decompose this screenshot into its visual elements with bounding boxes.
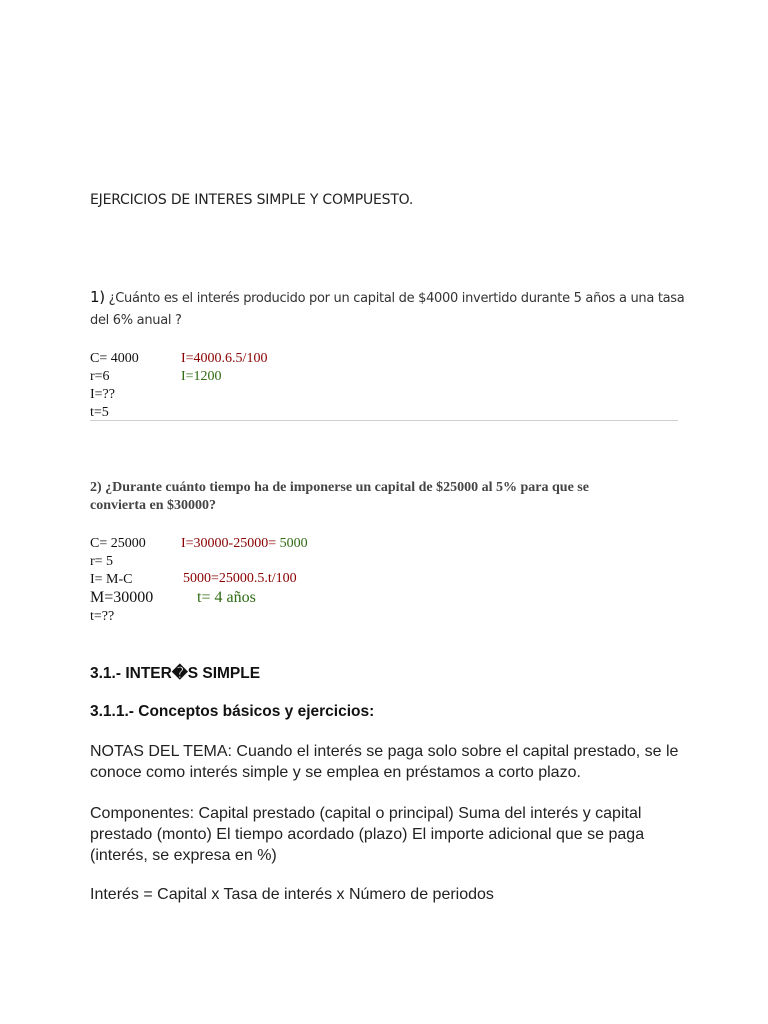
section-heading: 3.1.- INTER�S SIMPLE xyxy=(90,665,261,682)
notes-paragraph: NOTAS DEL TEMA: Cuando el interés se paga solo sobre el capital prestado, se le conoce como interés simple y se emplea en préstamos a corto plazo. xyxy=(90,743,679,781)
q2-calc-3: t= 4 años xyxy=(197,589,256,606)
formula-paragraph: Interés = Capital x Tasa de interés x Número de periodos xyxy=(90,886,494,903)
q2-var-t: t=?? xyxy=(90,609,115,624)
question-1-text-line2: del 6% anual ? xyxy=(90,313,182,328)
question-1-text-line1: ¿Cuánto es el interés producido por un capital de $4000 invertido durante 5 años a una tasa xyxy=(108,291,685,306)
q2-calc-1-result: 5000 xyxy=(276,536,308,551)
q1-var-r: r=6 xyxy=(90,369,110,384)
q2-calc-2: 5000=25000.5.t/100 xyxy=(183,571,297,586)
section-subheading: 3.1.1.- Conceptos básicos y ejercicios: xyxy=(90,703,375,720)
q2-var-m: M=30000 xyxy=(90,589,154,606)
q2-var-r: r= 5 xyxy=(90,554,114,569)
q2-var-i: I= M-C xyxy=(90,572,133,587)
q2-calc-1-expression: I=30000-25000= xyxy=(181,536,277,551)
q1-var-i: I=?? xyxy=(90,387,115,402)
q2-calc-1 xyxy=(181,535,308,553)
question-1-number: 1) xyxy=(90,288,105,306)
question-2-text-line2: convierta en $30000? xyxy=(90,498,216,513)
question-2-text-line1: 2) ¿Durante cuánto tiempo ha de imponerse un capital de $25000 al 5% para que se xyxy=(90,480,589,495)
q2-var-c: C= 25000 xyxy=(90,536,146,551)
components-paragraph: Componentes: Capital prestado (capital o principal) Suma del interés y capital prestado (monto) El tiempo acordado (plazo) El importe adicional que se paga (interés, se expresa en %) xyxy=(90,805,645,864)
question-1 xyxy=(90,286,690,332)
section-divider xyxy=(90,420,678,421)
q1-var-t: t=5 xyxy=(90,405,109,420)
q1-var-c: C= 4000 xyxy=(90,351,139,366)
q1-calc-1: I=4000.6.5/100 xyxy=(181,351,268,366)
q1-calc-2: I=1200 xyxy=(181,369,222,384)
question-2 xyxy=(90,479,670,515)
document-title: EJERCICIOS DE INTERES SIMPLE Y COMPUESTO. xyxy=(90,192,414,208)
